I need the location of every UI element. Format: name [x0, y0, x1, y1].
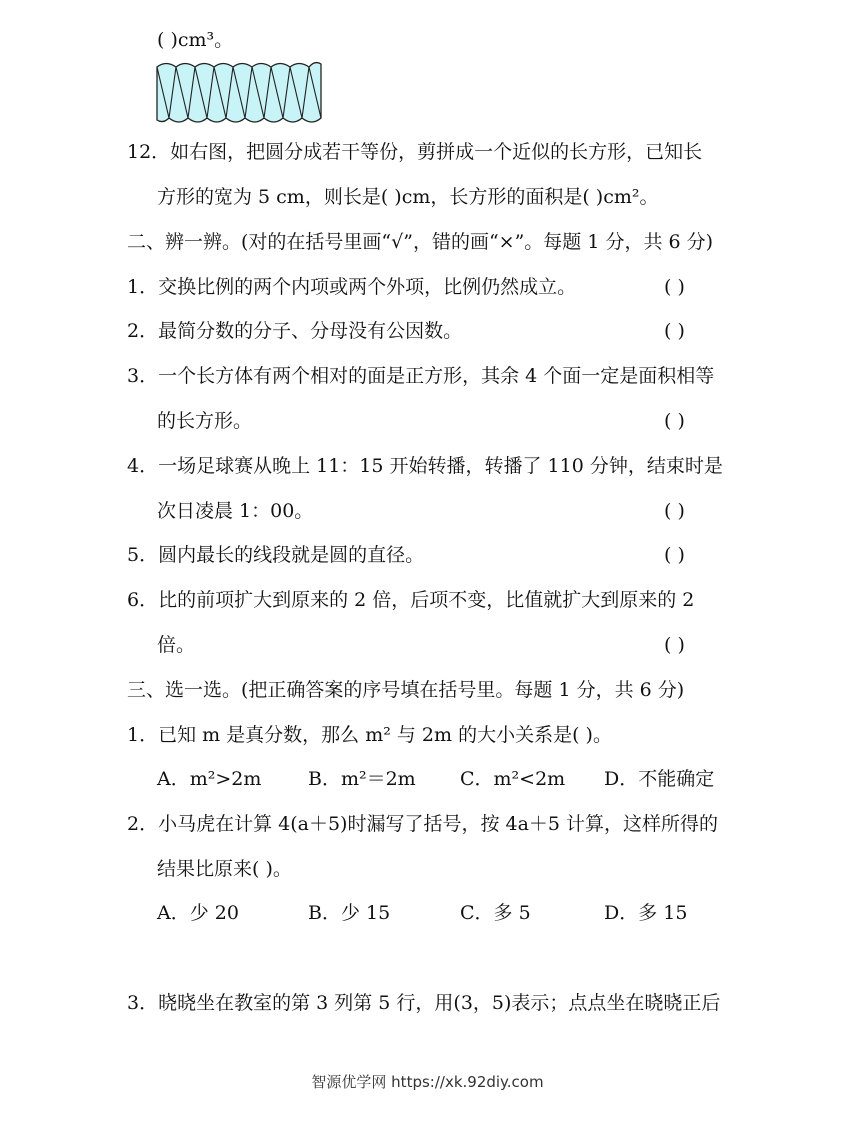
tf-item-6-line1: 6．比的前项扩大到原来的 2 倍，后项不变，比值就扩大到原来的 2	[127, 589, 695, 611]
volume-answer-line: ( )cm³。	[157, 29, 234, 51]
mc-q2-option-c[interactable]: C．多 5	[460, 902, 531, 924]
tf-item-3-line2: 的长方形。	[157, 410, 253, 432]
tf-answer-5[interactable]: ( )	[664, 544, 685, 566]
tf-item-6-line2: 倍。	[157, 634, 196, 656]
tf-answer-4[interactable]: ( )	[664, 500, 685, 522]
mc-q1-option-a[interactable]: A．m²>2m	[157, 768, 262, 790]
mc-q2-option-b[interactable]: B．少 15	[308, 902, 391, 924]
tf-answer-2[interactable]: ( )	[664, 320, 685, 342]
mc-q2-line2: 结果比原来( )。	[157, 858, 292, 880]
tf-item-4-line2: 次日凌晨 1：00。	[157, 500, 314, 522]
q12-line2: 方形的宽为 5 cm，则长是( )cm，长方形的面积是( )cm²。	[157, 186, 659, 208]
tf-item-3-line1: 3．一个长方体有两个相对的面是正方形，其余 4 个面一定是面积相等	[127, 365, 715, 387]
mc-q2-option-a[interactable]: A．少 20	[157, 902, 239, 924]
mc-q1-option-c[interactable]: C．m²<2m	[460, 768, 566, 790]
tf-item-1: 1．交换比例的两个内项或两个外项，比例仍然成立。	[127, 276, 577, 298]
mc-q1-option-d[interactable]: D．不能确定	[604, 768, 715, 790]
tf-answer-3[interactable]: ( )	[664, 410, 685, 432]
tf-item-4-line1: 4．一场足球赛从晚上 11：15 开始转播，转播了 110 分钟，结束时是	[127, 455, 723, 477]
mc-q1-option-b[interactable]: B．m²＝2m	[308, 768, 416, 790]
tf-answer-1[interactable]: ( )	[664, 276, 685, 298]
q12-line1: 12．如右图，把圆分成若干等份，剪拼成一个近似的长方形，已知长	[127, 141, 703, 163]
circle-rearranged-rectangle-figure	[155, 60, 325, 126]
tf-item-5: 5．圆内最长的线段就是圆的直径。	[127, 544, 425, 566]
mc-q2-option-d[interactable]: D．多 15	[604, 902, 688, 924]
mc-q2-line1: 2．小马虎在计算 4(a＋5)时漏写了括号，按 4a＋5 计算，这样所得的	[127, 813, 719, 835]
tf-answer-6[interactable]: ( )	[664, 634, 685, 656]
tf-item-2: 2．最简分数的分子、分母没有公因数。	[127, 320, 463, 342]
section2-heading: 二、辨一辨。(对的在括号里画“√”，错的画“×”。每题 1 分，共 6 分)	[127, 231, 714, 253]
mc-q3-line1: 3．晓晓坐在教室的第 3 列第 5 行，用(3，5)表示；点点坐在晓晓正后	[127, 992, 721, 1014]
section3-heading: 三、选一选。(把正确答案的序号填在括号里。每题 1 分，共 6 分)	[127, 679, 685, 701]
mc-q1-stem: 1．已知 m 是真分数，那么 m² 与 2m 的大小关系是( )。	[127, 724, 612, 746]
footer-source[interactable]: 智源优学网 https://xk.92diy.com	[311, 1073, 544, 1091]
